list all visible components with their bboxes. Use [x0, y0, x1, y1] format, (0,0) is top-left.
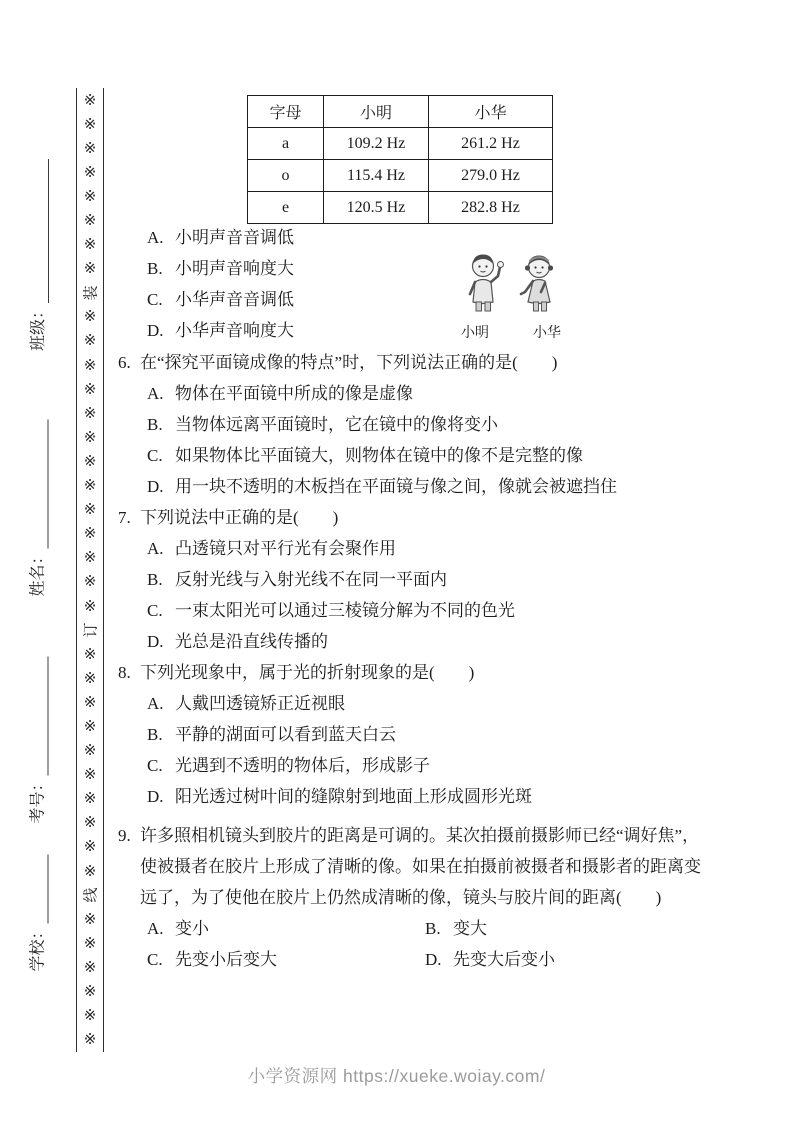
class-field	[27, 159, 49, 351]
option-text: 用一块不透明的木板挡在平面镜与像之间，像就会被遮挡住	[175, 477, 617, 496]
name-label: 姓名：	[29, 548, 47, 597]
name-blank-line	[33, 420, 49, 549]
exam-number-blank-line	[33, 657, 49, 776]
option-text: 人戴凹透镜矫正近视眼	[175, 694, 345, 713]
table-cell: 282.8 Hz	[429, 192, 553, 224]
binding-symbol: ※	[83, 213, 97, 230]
option-text: 小华声音音调低	[175, 290, 294, 309]
table-header-cell: 小明	[324, 96, 429, 128]
option-text: 阳光透过树叶间的缝隙射到地面上形成圆形光斑	[175, 787, 532, 806]
option-key: A.	[147, 694, 164, 713]
option-line	[118, 595, 738, 626]
figure-captions	[455, 322, 567, 342]
option-key: B.	[147, 415, 163, 434]
option-line	[147, 253, 294, 284]
option-line	[118, 533, 738, 564]
option-line	[118, 471, 738, 502]
binding-symbol: ※	[83, 646, 97, 663]
figure-caption-boy: 小明	[461, 326, 489, 341]
school-field	[27, 855, 49, 972]
school-label: 学校：	[29, 923, 47, 972]
binding-char: 订	[83, 622, 100, 638]
option-line	[118, 564, 738, 595]
option-text: 反射光线与入射光线不在同一平面内	[175, 570, 447, 589]
option-key: A.	[147, 919, 164, 938]
binding-symbol: ※	[83, 478, 97, 495]
option-key: D.	[147, 632, 164, 651]
option-text: 变小	[175, 919, 209, 938]
figure-caption-girl: 小华	[533, 326, 561, 341]
question-stem: 9. 许多照相机镜头到胶片的距离是可调的。某次拍摄前摄影师已经“调好焦”，	[118, 820, 738, 851]
binding-symbol: ※	[83, 405, 97, 422]
option-line	[118, 440, 738, 471]
question-8	[118, 657, 738, 812]
option-text: 先变大后变小	[453, 950, 555, 969]
kids-illustration	[455, 250, 567, 342]
binding-symbol: ※	[83, 574, 97, 591]
option-key: D.	[147, 787, 164, 806]
binding-symbol: ※	[83, 598, 97, 615]
girl-figure	[521, 256, 553, 312]
binding-symbol: ※	[83, 333, 97, 350]
option-line	[118, 378, 738, 409]
binding-symbol: ※	[83, 261, 97, 278]
option-line	[425, 950, 555, 969]
table-row	[248, 192, 553, 224]
boy-figure	[470, 255, 504, 312]
exam-number-label: 考号：	[29, 775, 47, 824]
table-cell: o	[248, 160, 324, 192]
question-5-options	[147, 222, 294, 346]
option-key: A.	[147, 228, 164, 247]
option-key: C.	[147, 601, 163, 620]
option-line	[118, 719, 738, 750]
name-field	[27, 420, 49, 597]
option-line	[118, 688, 738, 719]
option-line	[118, 781, 738, 812]
binding-strip	[76, 88, 104, 1052]
option-line	[147, 222, 294, 253]
binding-symbol: ※	[83, 767, 97, 784]
binding-symbol: ※	[83, 1032, 97, 1049]
option-row	[118, 944, 738, 975]
option-line	[118, 409, 738, 440]
option-line	[147, 913, 425, 944]
binding-symbol: ※	[83, 188, 97, 205]
page-footer	[0, 1063, 793, 1088]
binding-symbol: ※	[83, 116, 97, 133]
option-key: C.	[147, 756, 163, 775]
option-key: D.	[147, 321, 164, 340]
binding-symbol: ※	[83, 743, 97, 760]
question-6	[118, 347, 738, 502]
binding-symbol: ※	[83, 935, 97, 952]
table-header-cell: 小华	[429, 96, 553, 128]
option-key: C.	[147, 446, 163, 465]
question-number: 8.	[118, 663, 131, 682]
option-text: 物体在平面镜中所成的像是虚像	[175, 384, 413, 403]
binding-symbol: ※	[83, 550, 97, 567]
table-cell: e	[248, 192, 324, 224]
binding-symbol: ※	[83, 526, 97, 543]
table-cell: 109.2 Hz	[324, 128, 429, 160]
school-blank-line	[33, 855, 49, 924]
option-text: 小明声音音调低	[175, 228, 294, 247]
table-cell: 120.5 Hz	[324, 192, 429, 224]
option-key: B.	[147, 570, 163, 589]
option-text: 小明声音响度大	[175, 259, 294, 278]
option-text: 先变小后变大	[175, 950, 277, 969]
question-number: 6.	[118, 353, 131, 372]
option-key: C.	[147, 290, 163, 309]
question-7	[118, 502, 738, 657]
binding-symbol: ※	[83, 237, 97, 254]
option-text: 小华声音响度大	[175, 321, 294, 340]
option-key: A.	[147, 539, 164, 558]
binding-char: 线	[83, 887, 100, 903]
class-blank-line	[33, 159, 49, 303]
option-key: B.	[147, 259, 163, 278]
table-cell: 261.2 Hz	[429, 128, 553, 160]
option-line	[118, 626, 738, 657]
option-text: 如果物体比平面镜大，则物体在镜中的像不是完整的像	[175, 446, 583, 465]
binding-symbol: ※	[83, 670, 97, 687]
option-text: 变大	[453, 919, 487, 938]
question-stem: 6. 在“探究平面镜成像的特点”时，下列说法正确的是( )	[118, 347, 738, 378]
binding-symbol: ※	[83, 140, 97, 157]
table-row	[248, 128, 553, 160]
binding-symbol: ※	[83, 92, 97, 109]
option-text: 平静的湖面可以看到蓝天白云	[175, 725, 396, 744]
table-header-row	[248, 96, 553, 128]
option-key: D.	[147, 477, 164, 496]
question-stem-continued: 远了，为了使他在胶片上仍然成清晰的像，镜头与胶片间的距离( )	[140, 888, 662, 907]
option-key: B.	[147, 725, 163, 744]
binding-symbol: ※	[83, 381, 97, 398]
question-number: 7.	[118, 508, 131, 527]
binding-symbol: ※	[83, 718, 97, 735]
option-text: 凸透镜只对平行光有会聚作用	[175, 539, 396, 558]
binding-symbol: ※	[83, 791, 97, 808]
table-cell: 115.4 Hz	[324, 160, 429, 192]
binding-symbol: ※	[83, 453, 97, 470]
option-line	[425, 919, 487, 938]
option-line	[147, 315, 294, 346]
option-row	[118, 913, 738, 944]
binding-symbol: ※	[83, 911, 97, 928]
table-header-cell: 字母	[248, 96, 324, 128]
question-number: 9.	[118, 826, 131, 845]
binding-symbol: ※	[83, 309, 97, 326]
binding-char: 装	[83, 285, 100, 301]
option-key: B.	[425, 919, 441, 938]
binding-symbol: ※	[83, 694, 97, 711]
binding-symbol: ※	[83, 839, 97, 856]
frequency-table	[247, 95, 553, 224]
question-stem: 8. 下列光现象中，属于光的折射现象的是( )	[118, 657, 738, 688]
question-stem-continued: 使被摄者在胶片上形成了清晰的像。如果在拍摄前被摄者和摄影者的距离变	[140, 857, 701, 876]
binding-symbol: ※	[83, 1008, 97, 1025]
binding-symbol: ※	[83, 863, 97, 880]
class-label: 班级：	[30, 302, 47, 351]
table-cell: 279.0 Hz	[429, 160, 553, 192]
kids-figure-drawing	[455, 250, 567, 316]
question-stem: 7. 下列说法中正确的是( )	[118, 502, 738, 533]
table-cell: a	[248, 128, 324, 160]
footer-watermark: 小学资源网 https://xueke.woiay.com/	[247, 1066, 546, 1086]
option-key: D.	[425, 950, 442, 969]
option-text: 一束太阳光可以通过三棱镜分解为不同的色光	[175, 601, 515, 620]
option-text: 当物体远离平面镜时，它在镜中的像将变小	[175, 415, 498, 434]
binding-symbol: ※	[83, 164, 97, 181]
question-9	[118, 820, 738, 975]
option-line	[147, 284, 294, 315]
option-text: 光总是沿直线传播的	[175, 632, 328, 651]
option-line	[118, 750, 738, 781]
table-row	[248, 160, 553, 192]
option-key: A.	[147, 384, 164, 403]
binding-symbol: ※	[83, 502, 97, 519]
binding-symbol: ※	[83, 959, 97, 976]
option-line	[147, 944, 425, 975]
binding-symbol: ※	[83, 357, 97, 374]
binding-symbol: ※	[83, 429, 97, 446]
binding-symbol: ※	[83, 984, 97, 1001]
exam-number-field	[27, 657, 49, 824]
option-text: 光遇到不透明的物体后，形成影子	[175, 756, 430, 775]
option-key: C.	[147, 950, 163, 969]
binding-symbol: ※	[83, 815, 97, 832]
